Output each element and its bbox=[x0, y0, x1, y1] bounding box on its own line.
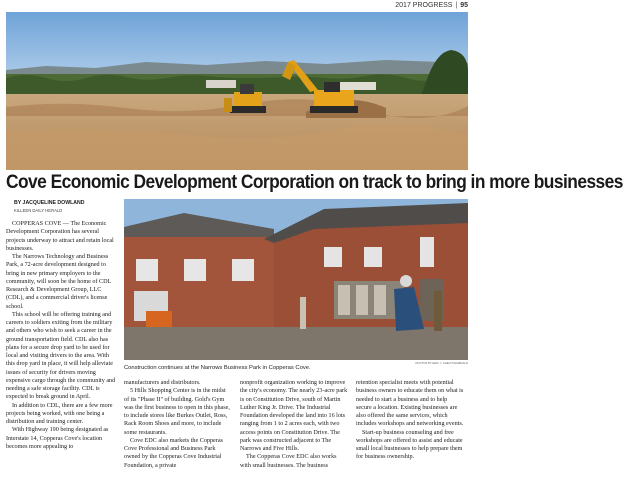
photo-credit: PHOTOS BY ERIC J. SHELTON/HERALD bbox=[415, 361, 468, 365]
article-column-1 bbox=[6, 220, 119, 451]
article-column-4 bbox=[356, 379, 464, 462]
author-name: BY JACQUELINE DOWLAND bbox=[14, 200, 85, 206]
paragraph: With Highway 190 being designated as Interstate 14, Copperas Cove's location becomes more appealing to bbox=[6, 427, 109, 450]
header-separator: | bbox=[455, 2, 458, 9]
brick-building-illustration bbox=[124, 199, 468, 360]
paragraph: retention specialist meets with potential business owners to educate them on what is needed to start a business and to help secure a location. Existing businesses are also offered the same services, which includes workshops and networking events. bbox=[356, 380, 464, 428]
article-headline: Cove Economic Development Corporation on track to bring in more businesses bbox=[6, 172, 623, 193]
paragraph: The Copperas Cove EDC also works with small businesses. The business bbox=[240, 454, 337, 469]
article-column-3 bbox=[240, 379, 348, 470]
paragraph: manufacturers and distributors. bbox=[124, 380, 201, 386]
brick-building-photo bbox=[124, 199, 468, 360]
paragraph: The Narrows Technology and Business Park, a 72-acre development designed to bring in new primary employers to the community, will soon be the home of CDL Research & Development Group, LLC (CDL), and a commercial driver's license school. bbox=[6, 254, 112, 310]
paragraph: COPPERAS COVE — The Economic Development Corporation has several projects underway to attract and retain local businesses. bbox=[6, 221, 114, 252]
page-header bbox=[6, 2, 468, 12]
construction-site-photo bbox=[6, 12, 468, 170]
paragraph: nonprofit organization working to improve the city's economy. The nearly 23-acre park is on Constitution Drive, south of Martin Luther King Jr. Drive. The Industrial Foundation developed the land into 16 lots ranging from 1 to 2 acres each, with two access points on Constitution Drive. The park was constructed adjacent to The Narrows and Five Hills. bbox=[240, 380, 348, 452]
paragraph: In addition to CDL, there are a few more projects being worked, with one being a distribution and training center. bbox=[6, 402, 113, 425]
photo-caption: Construction continues at the Narrows Business Park in Copperas Cove. bbox=[124, 365, 311, 371]
page-number: 95 bbox=[460, 2, 468, 9]
paragraph: 5 Hills Shopping Center is in the midst of its "Phase II" of building. Gold's Gym was the first business to open in this phase, to include stores like Burkes Outlet, Ross, Rack Room Shoes and more, to include some restaurants. bbox=[124, 388, 230, 436]
paragraph: Start-up business counseling and free workshops are offered to assist and educate small local businesses to help prepare them for business ownership. bbox=[356, 429, 463, 461]
paragraph: This school will be offering training and careers to soldiers exiting from the military and others who wish to seek a career in the ground transportation field. CDL also has plans for a secure drop yard to be used for local and visiting drivers to the area. With this drop yard in place, it will help alleviate issues of security for drivers moving expensive cargo through the community and needing a safe storage facility. CDL is expected to break ground in April. bbox=[6, 311, 116, 401]
article-column-2 bbox=[124, 379, 232, 470]
construction-site-illustration bbox=[6, 12, 468, 170]
paragraph: Cove EDC also markets the Copperas Cove Professional and Business Park owned by the Copperas Cove Industrial Foundation, a private bbox=[124, 437, 223, 469]
publication-name: KILLEEN DAILY HERALD bbox=[14, 208, 63, 213]
byline bbox=[14, 200, 134, 213]
section-title: 2017 PROGRESS bbox=[395, 2, 453, 9]
